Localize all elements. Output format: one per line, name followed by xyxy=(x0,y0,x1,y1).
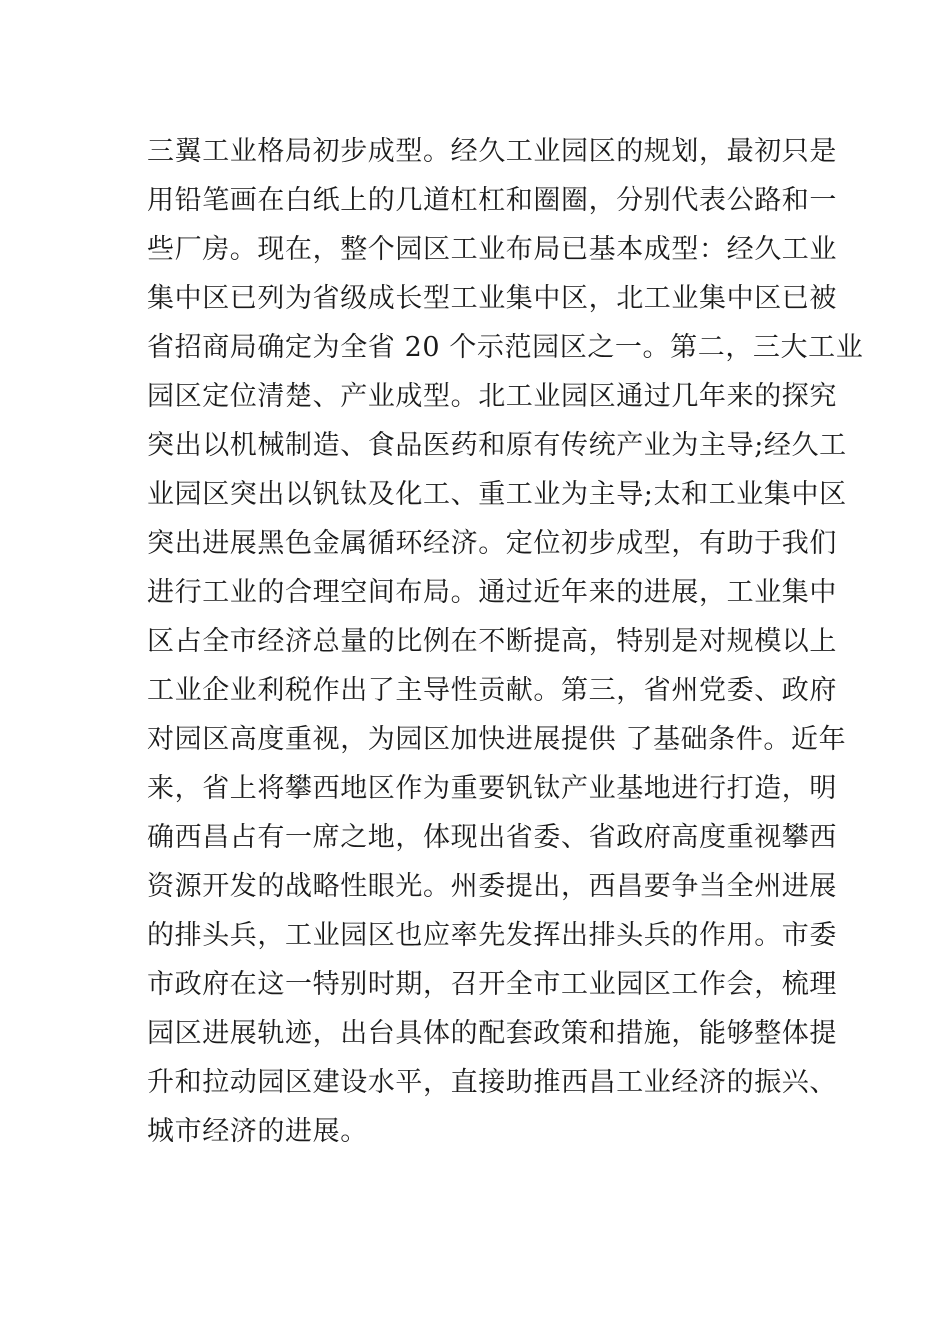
paragraph-line-13: 对园区高度重视，为园区加快进展提供 了基础条件。近年 xyxy=(147,724,847,755)
paragraph-line-21: 城市经济的进展。 xyxy=(147,1116,368,1147)
paragraph-line-19: 园区进展轨迹，出台具体的配套政策和措施，能够整体提 xyxy=(147,1018,837,1049)
paragraph-line-5: 省招商局确定为全省 20 个示范园区之一。第二，三大工业 xyxy=(147,332,864,363)
paragraph-line-2: 用铅笔画在白纸上的几道杠杠和圈圈，分别代表公路和一 xyxy=(147,185,837,216)
paragraph-line-18: 市政府在这一特别时期，召开全市工业园区工作会，梳理 xyxy=(147,969,837,1000)
paragraph-line-4: 集中区已列为省级成长型工业集中区，北工业集中区已被 xyxy=(147,283,837,314)
paragraph-line-11: 区占全市经济总量的比例在不断提高，特别是对规模以上 xyxy=(147,626,837,657)
paragraph-line-15: 确西昌占有一席之地，体现出省委、省政府高度重视攀西 xyxy=(147,822,837,853)
paragraph-line-17: 的排头兵，工业园区也应率先发挥出排头兵的作用。市委 xyxy=(147,920,837,951)
paragraph-line-9: 突出进展黑色金属循环经济。定位初步成型，有助于我们 xyxy=(147,528,837,559)
paragraph-line-20: 升和拉动园区建设水平，直接助推西昌工业经济的振兴、 xyxy=(147,1067,837,1098)
paragraph-line-3: 些厂房。现在，整个园区工业布局已基本成型：经久工业 xyxy=(147,234,837,265)
paragraph-line-8: 业园区突出以钒钛及化工、重工业为主导;太和工业集中区 xyxy=(147,479,847,510)
paragraph-line-16: 资源开发的战略性眼光。州委提出，西昌要争当全州进展 xyxy=(147,871,837,902)
paragraph-line-14: 来，省上将攀西地区作为重要钒钛产业基地进行打造，明 xyxy=(147,773,837,804)
paragraph-line-10: 进行工业的合理空间布局。通过近年来的进展，工业集中 xyxy=(147,577,837,608)
body-paragraph xyxy=(147,127,864,1156)
paragraph-line-12: 工业企业利税作出了主导性贡献。第三，省州党委、政府 xyxy=(147,675,837,706)
paragraph-line-1: 三翼工业格局初步成型。经久工业园区的规划，最初只是 xyxy=(147,136,837,167)
paragraph-line-7: 突出以机械制造、食品医药和原有传统产业为主导;经久工 xyxy=(147,430,847,461)
paragraph-line-6: 园区定位清楚、产业成型。北工业园区通过几年来的探究 xyxy=(147,381,837,412)
